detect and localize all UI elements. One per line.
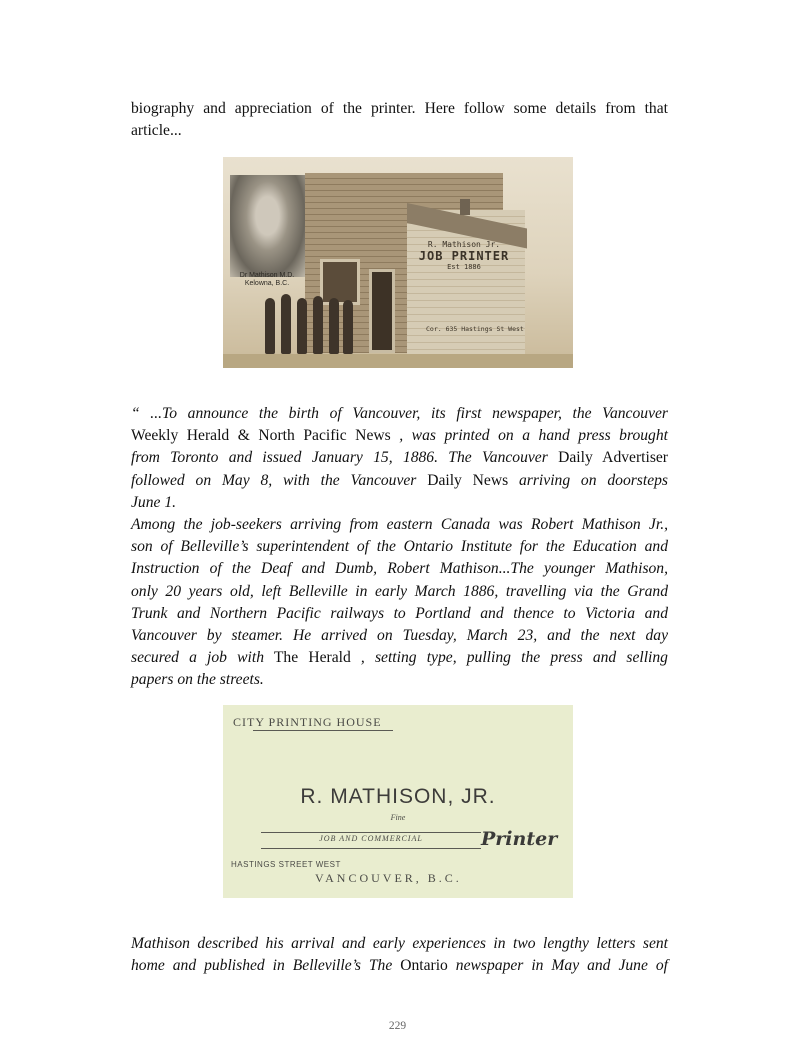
card-rule (253, 730, 393, 731)
ground (223, 354, 573, 368)
group-of-men (263, 292, 353, 354)
quote-p2-line-8: papers on the streets. (131, 671, 264, 689)
sign-year: Est 1886 (447, 263, 481, 271)
quote-p2-line-6: Vancouver by steamer. He arrived on Tuesday, March 23, and the next day (131, 627, 668, 645)
quote-p2-line-2: son of Belleville’s superintendent of the Ontario Institute for the Education and (131, 538, 668, 556)
quote-line-4: followed on May 8, with the Vancouver Daily News arriving on doorsteps (131, 471, 668, 489)
card-rule (261, 832, 481, 833)
shop-sign (415, 240, 513, 271)
quote-line-1: “ ...To announce the birth of Vancouver, its first newspaper, the Vancouver (131, 405, 668, 422)
portrait-inset (230, 175, 305, 277)
quote-line-3: from Toronto and issued January 15, 1886. The Vancouver Daily Advertiser (131, 449, 668, 467)
card-fine: Fine (390, 813, 406, 822)
card-city: VANCOUVER, B.C. (315, 871, 462, 885)
job-printer-photo (223, 157, 573, 368)
quote-p2-line-3: Instruction of the Deaf and Dumb, Robert Mathison...The younger Mathison, (131, 560, 668, 578)
person (265, 298, 275, 354)
shop-door (369, 269, 395, 353)
card-top-line: CITY PRINTING HOUSE (233, 715, 382, 729)
card-street: HASTINGS STREET WEST (231, 860, 341, 869)
chimney (460, 199, 470, 215)
sign-top: R. Mathison Jr. (427, 240, 501, 249)
closing-line-2: home and published in Belleville’s The Ontario newspaper in May and June of (131, 957, 668, 975)
card-name: R. MATHISON, JR. (300, 785, 496, 808)
portrait-caption: Dr Mathison M.D. Kelowna, B.C. (239, 272, 295, 287)
intro-line-2: article... (131, 122, 182, 140)
person (343, 300, 353, 354)
quote-line-2: Weekly Herald & North Pacific News , was printed on a hand press brought (131, 427, 668, 445)
intro-line-1: biography and appreciation of the printer. Here follow some details from that (131, 100, 668, 117)
closing-line-1: Mathison described his arrival and early experiences in two lengthy letters sent (131, 935, 668, 952)
sign-main: JOB PRINTER (418, 249, 510, 263)
quote-p2-line-7: secured a job with The Herald , setting type, pulling the press and selling (131, 649, 668, 667)
business-card-image (223, 705, 573, 898)
person (313, 296, 323, 354)
quote-p2-line-5: Trunk and Northern Pacific railways to Portland and thence to Victoria and (131, 604, 668, 622)
card-rule (261, 848, 481, 849)
page-number: 229 (388, 1020, 407, 1032)
card-job: JOB AND COMMERCIAL (319, 834, 423, 843)
quote-block (131, 403, 668, 692)
quote-p2-line-4: only 20 years old, left Belleville in early March 1886, travelling via the Grand (131, 582, 668, 600)
person (329, 298, 339, 354)
person (281, 294, 291, 354)
quote-p2-line-1: Among the job-seekers arriving from eastern Canada was Robert Mathison Jr., (131, 516, 668, 534)
person (297, 298, 307, 354)
closing-paragraph (131, 933, 668, 977)
quote-line-5: June 1. (131, 493, 177, 511)
card-printer: Printer (481, 828, 558, 850)
sign-address: Cor. 635 Hastings St West (426, 325, 524, 333)
intro-paragraph (131, 98, 668, 142)
